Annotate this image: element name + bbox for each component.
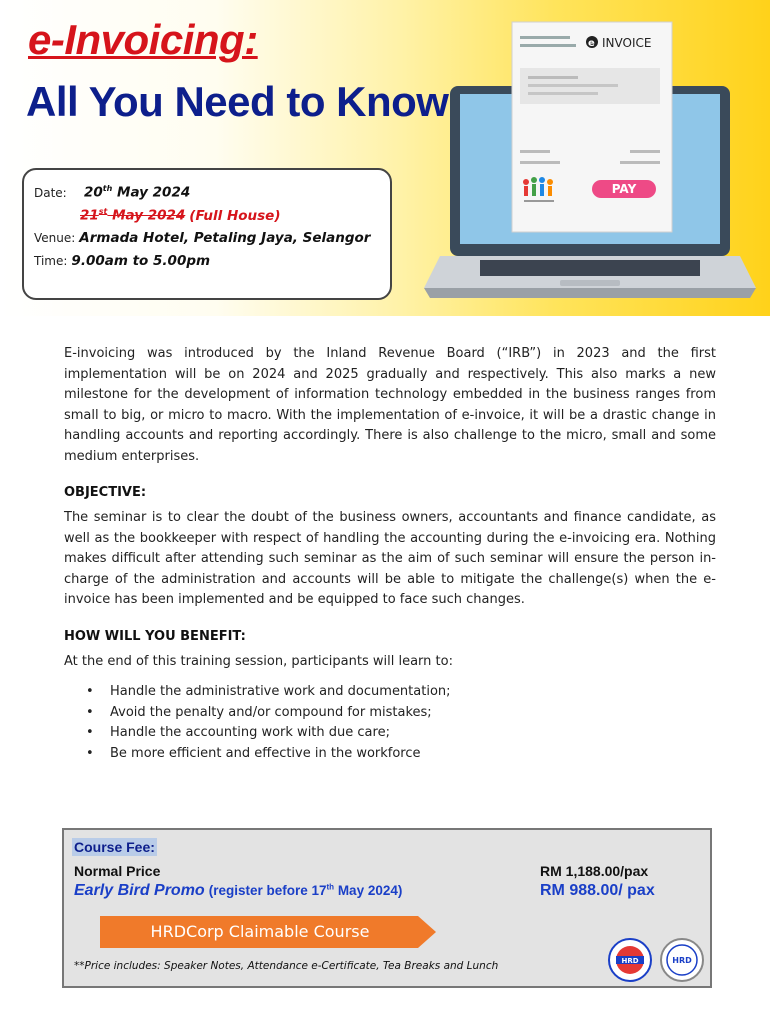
svg-text:PAY: PAY bbox=[611, 182, 637, 196]
date2-row bbox=[34, 207, 380, 230]
normal-price-label: Normal Price bbox=[74, 863, 161, 879]
venue-label: Venue: bbox=[34, 231, 76, 245]
benefit-intro: At the end of this training session, participants will learn to: bbox=[64, 653, 453, 669]
title-line-1: e-Invoicing: bbox=[28, 16, 258, 63]
list-item: • Be more efficient and effective in the workforce bbox=[86, 745, 421, 761]
course-fee-box bbox=[62, 828, 712, 988]
list-item: • Avoid the penalty and/or compound for mistakes; bbox=[86, 704, 432, 720]
course-fee-title: Course Fee: bbox=[74, 839, 155, 855]
header-banner bbox=[0, 0, 770, 316]
svg-text:e: e bbox=[588, 38, 595, 49]
date2-struck: 21st May 2024 bbox=[80, 207, 186, 224]
main-content bbox=[64, 344, 716, 764]
list-item: • Handle the administrative work and documentation; bbox=[86, 684, 451, 699]
svg-text:HRD: HRD bbox=[621, 957, 639, 965]
list-item: • Handle the accounting work with due care; bbox=[86, 725, 390, 740]
early-bird-note: (register before 17th May 2024) bbox=[208, 882, 403, 898]
time-label: Time: bbox=[34, 254, 68, 268]
event-info-box bbox=[22, 168, 392, 300]
early-bird-price: RM 988.00/ pax bbox=[540, 882, 655, 899]
objective-paragraph: The seminar is to clear the doubt of the business owners, accountants and finance candidate, as well as the bookkeeper with respect of handling the accounting during the e-invoicing era. Nothing makes difficult after attending such seminar as the aim of such seminar will ensure the person in-charge of the administration and accounts will be able to mitigate the challenge(s) when the e-invoice has been implemented and be equipped to face such changes. bbox=[64, 510, 716, 607]
hrd-seal-icon bbox=[608, 938, 652, 982]
price-footnote: **Price includes: Speaker Notes, Attendance e-Certificate, Tea Breaks and Lunch bbox=[74, 960, 499, 972]
benefit-list bbox=[86, 682, 716, 764]
early-bird-label: Early Bird Promo (register before 17th May 2024) bbox=[74, 882, 403, 899]
title-line-2: All You Need to Know bbox=[26, 78, 449, 125]
date-label: Date: bbox=[34, 185, 67, 200]
svg-text:HRD: HRD bbox=[672, 956, 692, 965]
time-value: 9.00am to 5.00pm bbox=[71, 253, 211, 269]
benefit-heading: HOW WILL YOU BENEFIT: bbox=[64, 628, 246, 644]
time-row bbox=[34, 253, 380, 276]
date-value: 20th May 2024 bbox=[84, 184, 191, 201]
hrd-corp-seal-icon bbox=[660, 938, 704, 982]
hrdcorp-claimable-button[interactable]: HRDCorp Claimable Course bbox=[100, 916, 436, 948]
date-row bbox=[34, 184, 380, 207]
venue-row bbox=[34, 230, 380, 253]
normal-price-value: RM 1,188.00/pax bbox=[540, 863, 649, 879]
laptop-invoice-illustration bbox=[420, 18, 760, 308]
venue-value: Armada Hotel, Petaling Jaya, Selangor bbox=[79, 230, 371, 246]
objective-heading: OBJECTIVE: bbox=[64, 485, 147, 500]
full-house-note: (Full House) bbox=[189, 207, 281, 224]
invoice-header: INVOICE bbox=[602, 36, 652, 50]
intro-paragraph: E-invoicing was introduced by the Inland Revenue Board (“IRB”) in 2023 and the first implementation will be on 2024 and 2025 gradually and respectively. This also marks a new milestone for the development of information technology embedded in the business ranges from small to big, or micro to macro. With the implementation of e-invoice, it will be a drastic change in handling accounts and reporting accordingly. There is also challenge to the micro, small and some medium enterprises. bbox=[64, 346, 716, 464]
